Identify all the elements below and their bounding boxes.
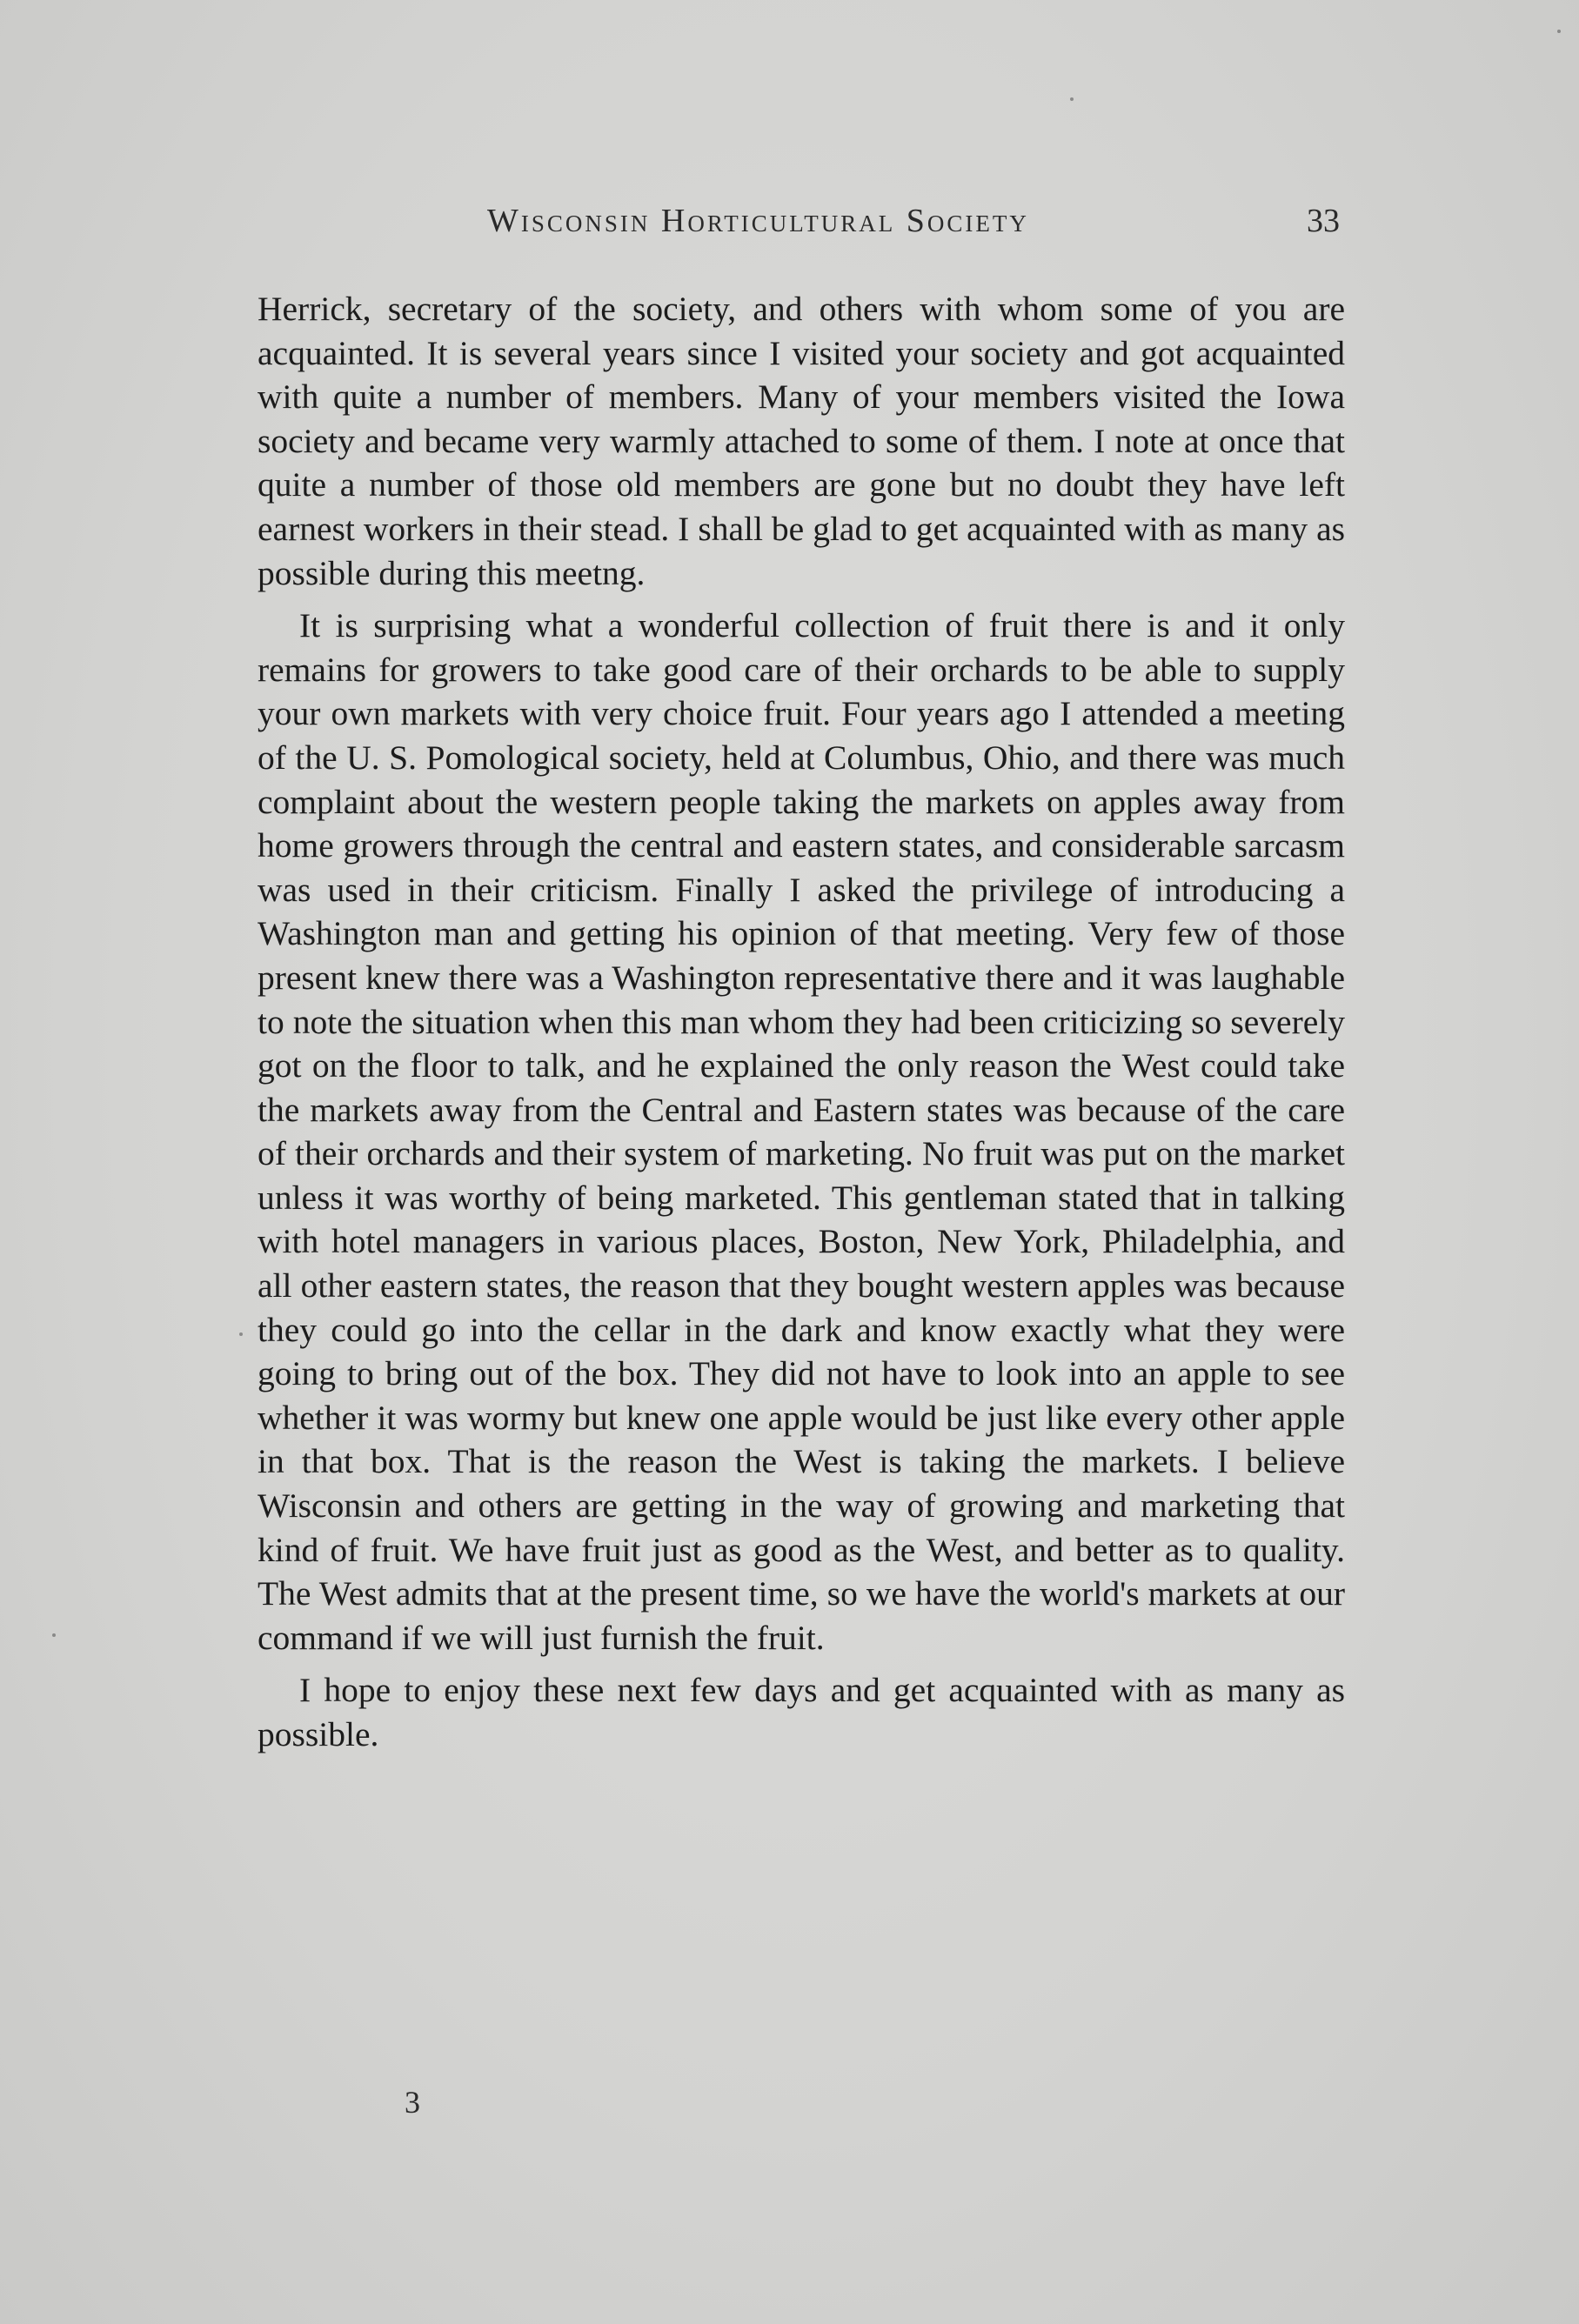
running-head-title: Wisconsin Horticultural Society (487, 203, 1029, 239)
paper-speck (239, 1332, 243, 1336)
running-head (252, 202, 1340, 254)
paper-speck (1557, 30, 1561, 33)
body-text (258, 287, 1345, 1757)
paper-speck (52, 1633, 56, 1637)
paragraph-3: I hope to enjoy these next few days and get acquainted with as many as possible. (258, 1671, 1345, 1753)
paragraph-2: It is surprising what a wonderful collection of fruit there is and it only remains for growers to take good care of their orchards to be able to supply your own markets with very choice fruit. Four years ago I attended a meeting of the U. S. Pomological society, held at Columbus, Ohio, and there was much complaint about the western people taking the markets on apples away from home growers through the central and eastern states, and considerable sarcasm was used in their criticism. Finally I asked the privilege of introducing a Washington man and getting his opinion of that meeting. Very few of those present knew there was a Washington representative there and it was laughable to note the situation when this man whom they had been criticizing so severely got on the floor to talk, and he explained the only reason the West could take the markets away from the Central and Eastern states was because of the care of their orchards and their system of marketing. No fruit was put on the market unless it was worthy of being marketed. This gentleman stated that in talking with hotel managers in various places, Boston, New York, Philadelphia, and all other eastern states, the reason that they bought western apples was because they could go into the cellar in the dark and know exactly what they were going to bring out of the box. They did not have to look into an apple to see whether it was wormy but knew one apple would be just like every other apple in that box. That is the reason the West is taking the markets. I believe Wisconsin and others are getting in the way of growing and marketing that kind of fruit. We have fruit just as good as the West, and better as to quality. The West admits that at the present time, so we have the world's markets at our command if we will just furnish the fruit. (258, 606, 1345, 1657)
page-number: 33 (1307, 203, 1340, 239)
paragraph-1: Herrick, secretary of the society, and others with whom some of you are acquainted. It is several years since I visited your society and got acquainted with quite a number of members. Many of your members visited the Iowa society and became very warmly attached to some of them. I note at once that quite a number of those old members are gone but no doubt they have left earnest workers in their stead. I shall be glad to get acquainted with as many as possible during this meetng. (258, 290, 1345, 592)
paper-speck (1070, 97, 1074, 101)
signature-mark: 3 (405, 2085, 420, 2120)
